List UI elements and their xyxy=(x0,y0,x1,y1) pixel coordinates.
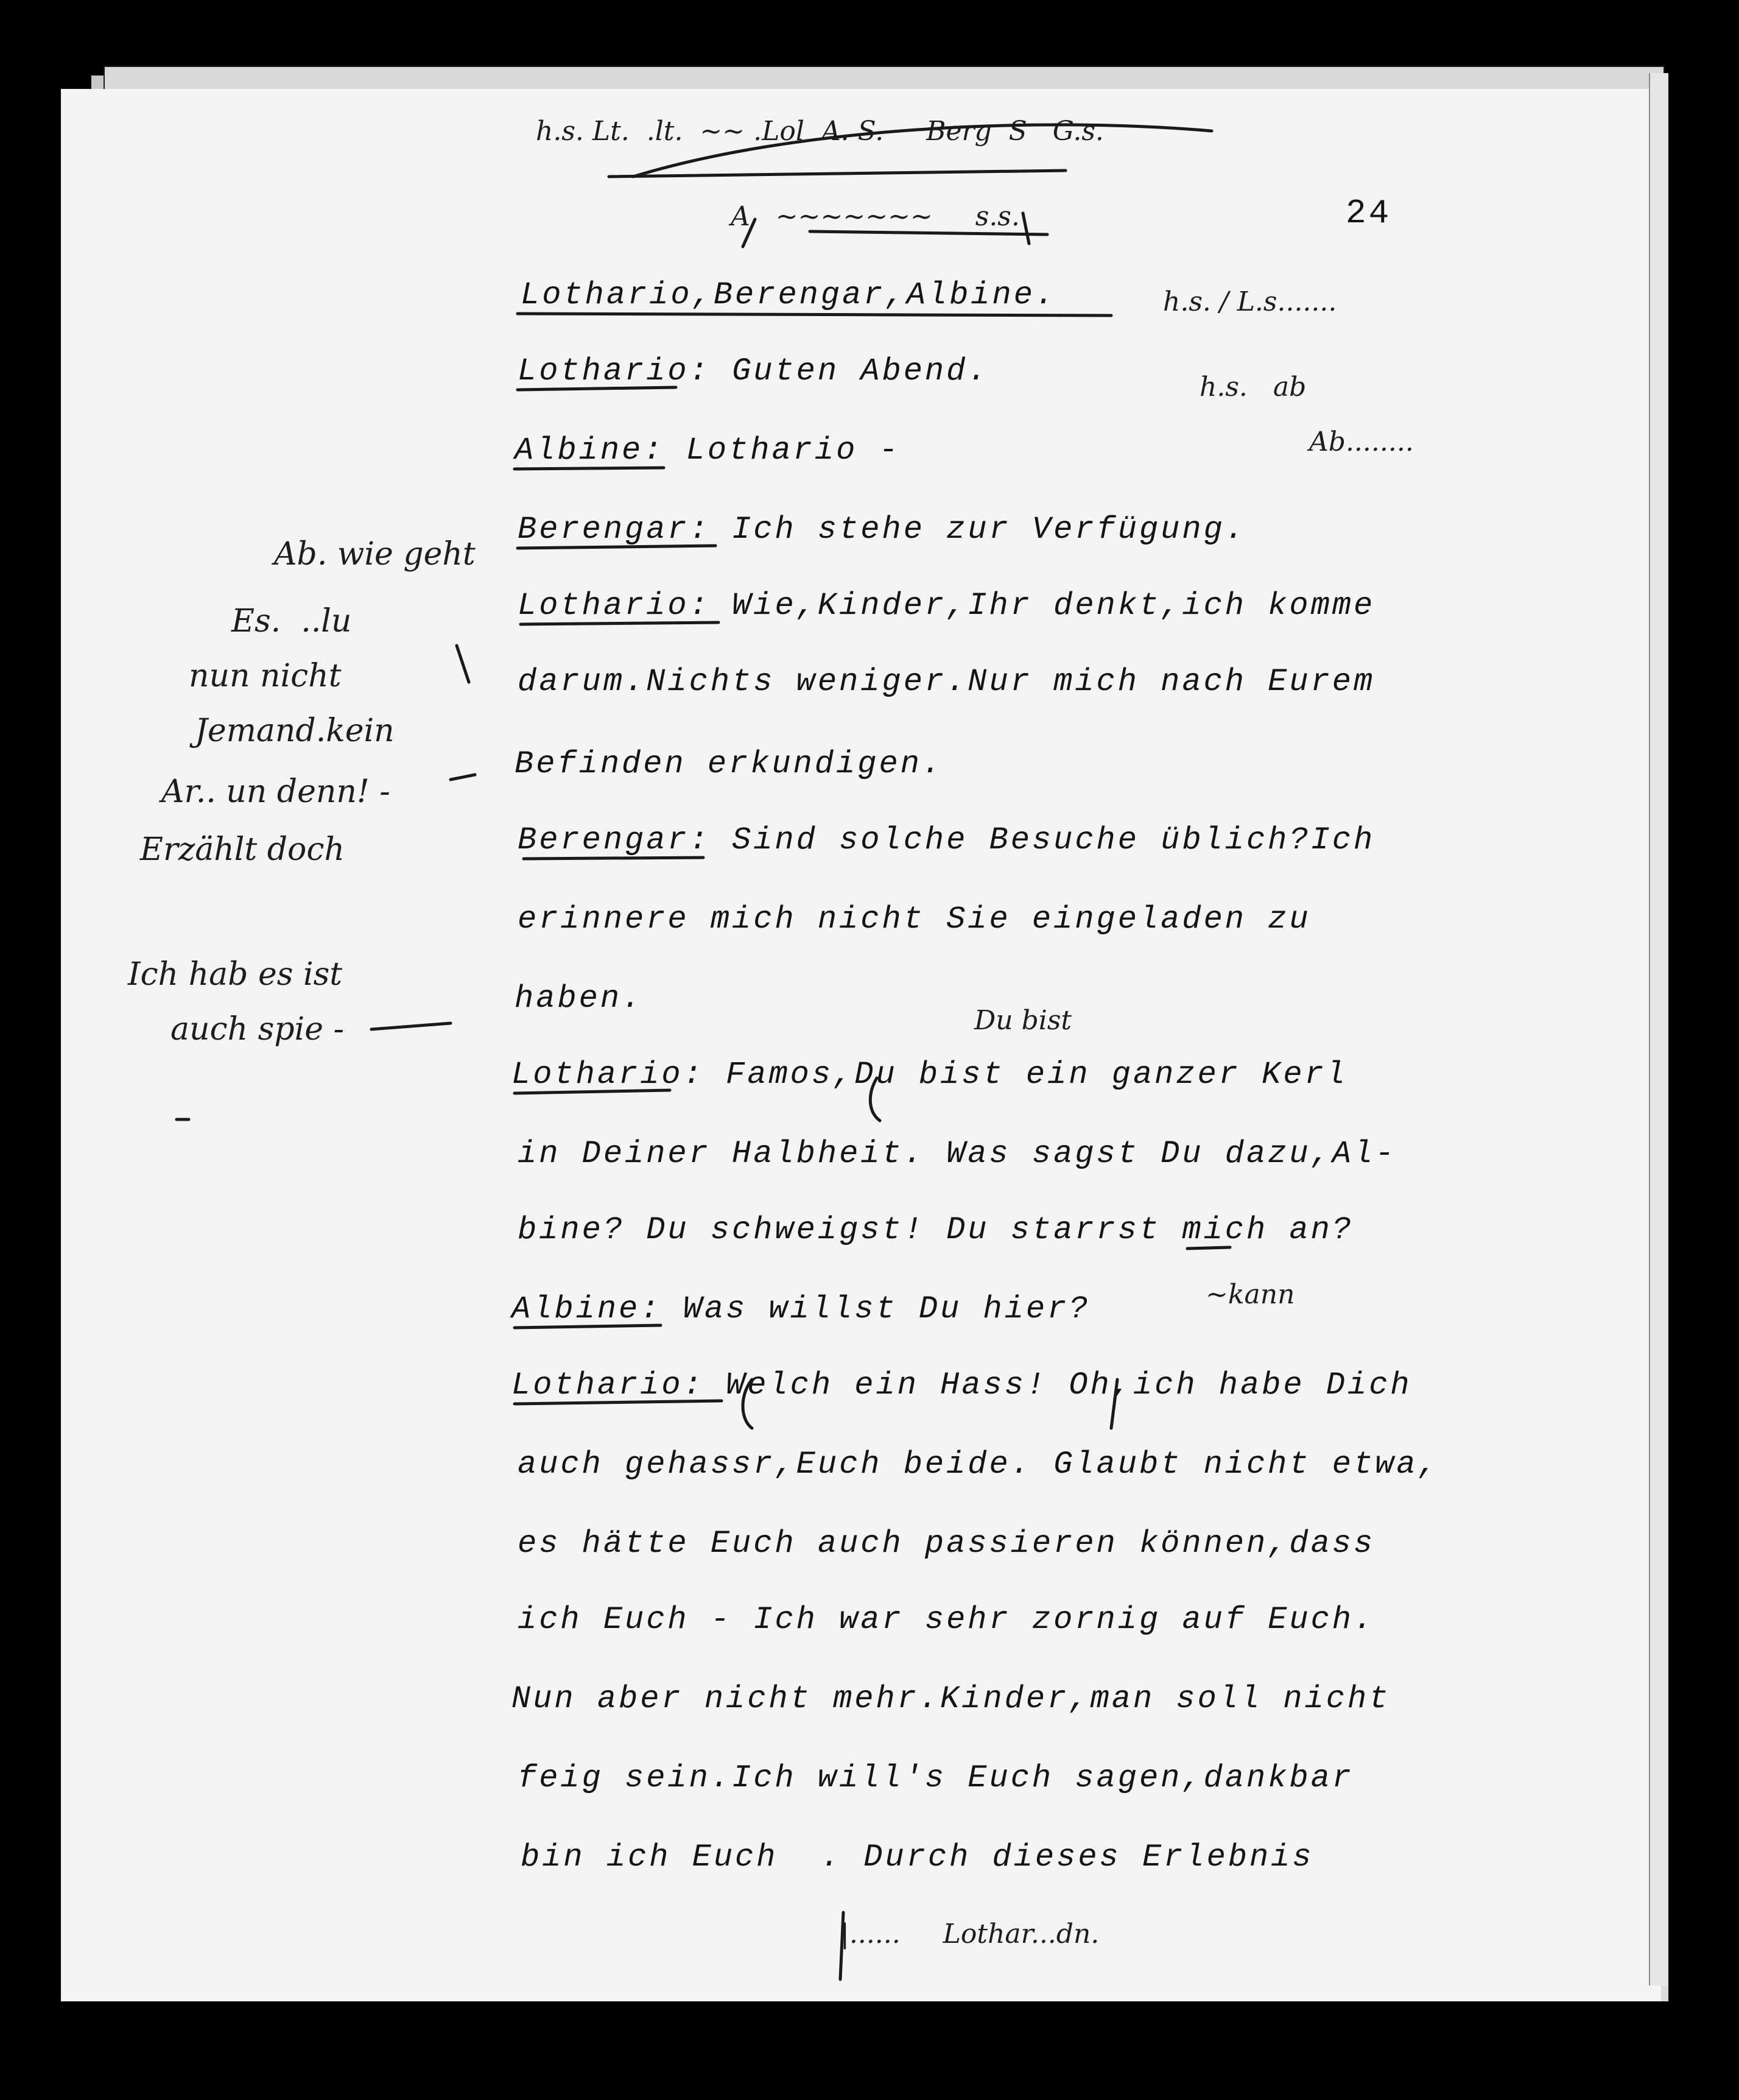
handwritten-right-note-1: h.s. / L.s....... xyxy=(1163,286,1337,317)
margin-note-line: nun nicht xyxy=(189,658,342,694)
typed-line: auch gehassr,Euch beide. Glaubt nicht etwa, xyxy=(518,1446,1439,1482)
typed-line: Lothario: Guten Abend. xyxy=(518,353,989,389)
typed-line: Lothario: Welch ein Hass! Oh,ich habe Dich xyxy=(511,1367,1412,1403)
margin-note-line: Ab. wie geht xyxy=(274,536,476,573)
typed-line: Albine: Was willst Du hier? xyxy=(511,1291,1091,1327)
handwritten-interline-note: Du bist xyxy=(974,1005,1072,1036)
typed-line: Berengar: Sind solche Besuche üblich?Ich xyxy=(518,822,1375,858)
typed-line: bin ich Euch . Durch dieses Erlebnis xyxy=(521,1839,1314,1875)
typed-line: Albine: Lothario - xyxy=(515,432,901,468)
typed-line: feig sein.Ich will's Euch sagen,dankbar xyxy=(518,1760,1354,1796)
typed-line: Lothario: Famos,Du bist ein ganzer Kerl xyxy=(511,1057,1347,1093)
typed-line: Befinden erkundigen. xyxy=(515,746,944,782)
handwritten-right-note-2: h.s. ab xyxy=(1200,372,1307,403)
typed-line: Lothario: Wie,Kinder,Ihr denkt,ich komme xyxy=(518,588,1375,624)
handwritten-right-note-3: Ab........ xyxy=(1309,426,1414,457)
margin-note-line: Jemand.kein xyxy=(195,713,395,749)
typed-line: ich Euch - Ich war sehr zornig auf Euch. xyxy=(518,1602,1375,1638)
page-edge xyxy=(1649,73,1668,1985)
handwritten-top-line-1: h.s. Lt. .lt. ~~ .Lol A. S. Berg S G.s. xyxy=(536,116,1104,147)
handwritten-top-line-2: A ~~~~~~~ s.s. xyxy=(731,201,1020,232)
typed-line: darum.Nichts weniger.Nur mich nach Eurem xyxy=(518,664,1375,700)
typed-line: es hätte Euch auch passieren können,dass xyxy=(518,1526,1375,1562)
typed-line: Lothario,Berengar,Albine. xyxy=(521,277,1057,313)
typed-line: in Deiner Halbheit. Was sagst Du dazu,Al- xyxy=(518,1136,1397,1172)
typed-line: haben. xyxy=(515,981,644,1017)
page-number: 24 xyxy=(1346,194,1392,233)
typed-line: Nun aber nicht mehr.Kinder,man soll nicht xyxy=(511,1681,1391,1717)
margin-note-line: Erzählt doch xyxy=(140,831,345,868)
handwritten-albine-note: ~kann xyxy=(1206,1279,1295,1310)
typed-line: bine? Du schweigst! Du starrst mich an? xyxy=(518,1212,1354,1248)
typed-line: erinnere mich nicht Sie eingeladen zu xyxy=(518,901,1311,937)
margin-note-line: Es. ..lu xyxy=(231,603,352,640)
typed-line: Berengar: Ich stehe zur Verfügung. xyxy=(518,512,1246,548)
margin-note-line: auch spie - xyxy=(170,1011,345,1048)
handwritten-bottom-note: |...... Lothar...dn. xyxy=(840,1919,1100,1950)
margin-note-line: Ich hab es ist xyxy=(128,956,343,993)
margin-note-line: Ar.. un denn! - xyxy=(161,773,390,810)
